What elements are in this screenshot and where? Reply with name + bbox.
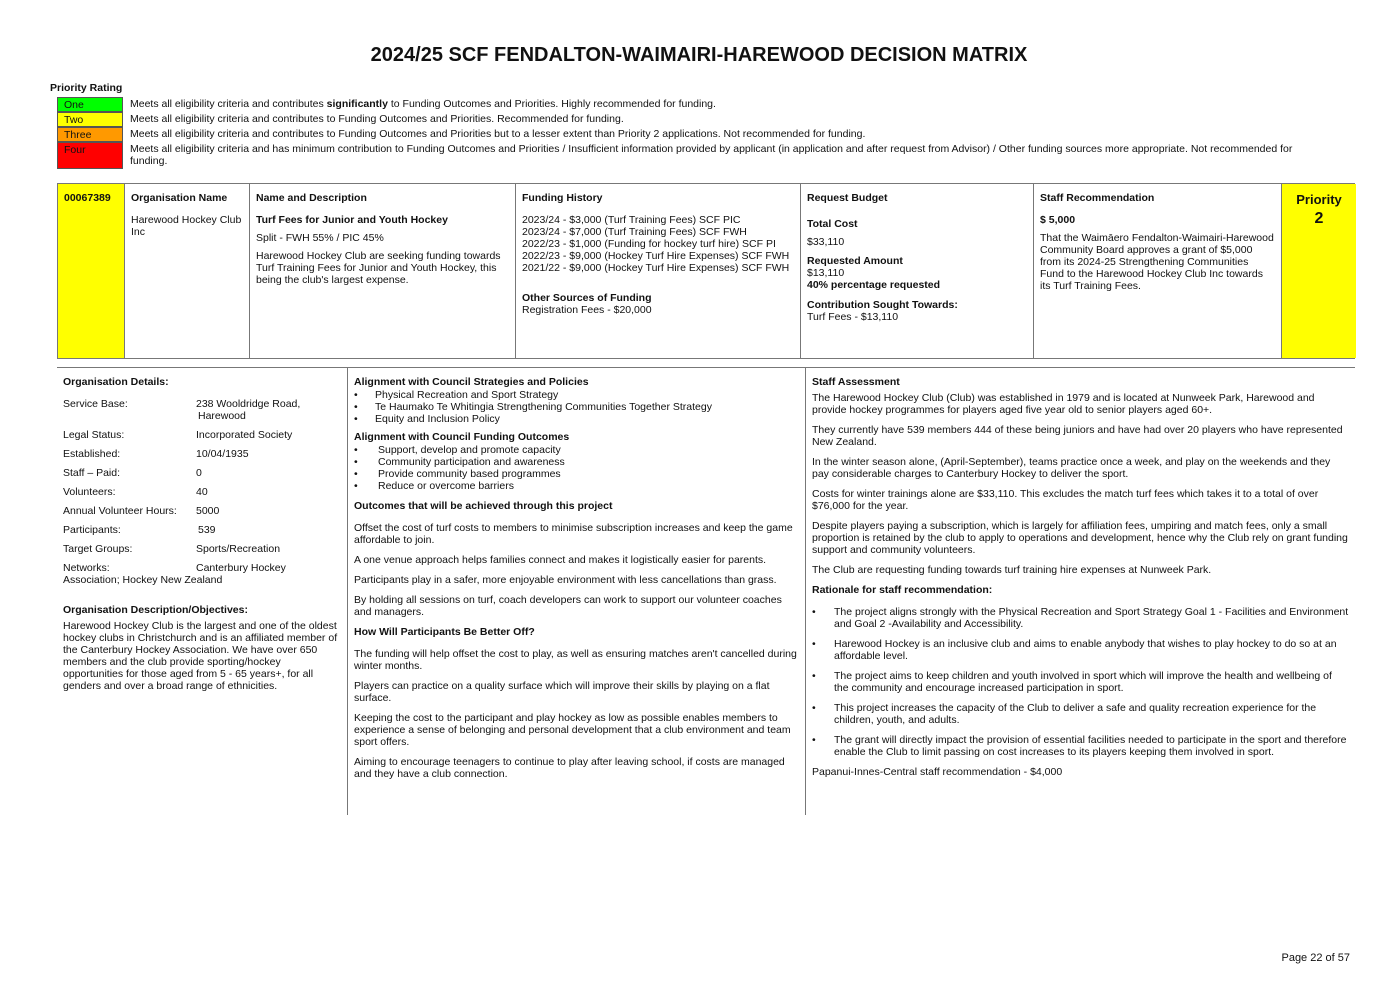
list-item: • Physical Recreation and Sport Strategy: [354, 389, 799, 401]
achieved-paragraph: Participants play in a safer, more enjoyable environment with less cancellations than grass.: [354, 574, 777, 586]
name-description-header: Name and Description: [256, 192, 367, 204]
funding-history-header: Funding History: [522, 192, 603, 204]
priority-value: 2: [1314, 210, 1324, 227]
requested-amount-label: Requested Amount: [807, 255, 903, 267]
networks-continued: Association; Hockey New Zealand: [63, 574, 223, 586]
priority-label-four: Four: [57, 142, 123, 169]
organisation-name: Harewood Hockey Club Inc: [131, 214, 242, 238]
priority-label-two: Two: [57, 112, 123, 127]
detail-row-networks: Networks: Canterbury Hockey: [63, 562, 286, 574]
priority-text-two: Meets all eligibility criteria and contributes to Funding Outcomes and Priorities. Recommended for funding.: [130, 113, 624, 125]
organisation-description-heading: Organisation Description/Objectives:: [63, 604, 248, 616]
better-off-heading: How Will Participants Be Better Off?: [354, 626, 535, 638]
name-description-cell: [250, 184, 516, 358]
list-item: • Te Haumako Te Whitingia Strengthening Communities Together Strategy: [354, 401, 799, 413]
organisation-description: Harewood Hockey Club is the largest and one of the oldest hockey clubs in Christchurch and is an affiliated member of the Canterbury Hockey Association. We have over 650 members and the club provide sporting/hockey opportunities for those aged from 5 - 65 years+, for all genders and over a broad range of ethnicities.: [63, 620, 338, 692]
recommendation-text: That the Waimāero Fendalton-Waimairi-Harewood Community Board approves a grant of $5,000 from its 2024-25 Strengthening Communities Fund to the Harewood Hockey Club Inc towards its Turf Training Fees.: [1040, 232, 1274, 292]
achieved-paragraph: Offset the cost of turf costs to members to minimise subscription increases and keep the game affordable to join.: [354, 522, 793, 546]
decision-matrix-row: [57, 183, 1355, 359]
details-section: [57, 367, 1355, 816]
assessment-paragraph: In the winter season alone, (April-September), teams practice once a week, and play on the weekends and they pay considerable charges to Canterbury Hockey to deliver the sport.: [812, 456, 1331, 480]
staff-assessment-heading: Staff Assessment: [812, 376, 900, 388]
better-off-paragraph: Players can practice on a quality surface which will improve their skills by playing on a flat surface.: [354, 680, 770, 704]
project-title: Turf Fees for Junior and Youth Hockey: [256, 214, 448, 226]
other-board-recommendation: Papanui-Innes-Central staff recommendation - $4,000: [812, 766, 1063, 778]
organisation-name-cell: [125, 184, 250, 358]
assessment-paragraph: Despite players paying a subscription, which is largely for affiliation fees, umpiring and match fees, only a small proportion is retained by the club to apply to operations and development, hence why the Club rely on grant funding support and community volunteers.: [812, 520, 1348, 556]
detail-row: Participants: 539: [63, 524, 216, 536]
funding-split: Split - FWH 55% / PIC 45%: [256, 232, 384, 244]
staff-assessment-column: [806, 368, 1355, 815]
project-description: Harewood Hockey Club are seeking funding towards Turf Training Fees for Junior and Youth Hockey, this being the club's largest expense.: [256, 250, 501, 286]
funding-history-line: 2022/23 - $1,000 (Funding for hockey turf hire) SCF PI: [522, 238, 776, 250]
contribution-value: Turf Fees - $13,110: [807, 311, 899, 323]
detail-row: Staff – Paid: 0: [63, 467, 202, 479]
detail-row: Service Base: 238 Wooldridge Road, Harewood: [63, 398, 301, 422]
funding-history-line: 2021/22 - $9,000 (Hockey Turf Hire Expenses) SCF FWH: [522, 262, 790, 274]
detail-row: Established: 10/04/1935: [63, 448, 249, 460]
rationale-heading: Rationale for staff recommendation:: [812, 584, 993, 596]
document-title: 2024/25 SCF FENDALTON-WAIMAIRI-HAREWOOD DECISION MATRIX: [370, 44, 1028, 66]
outcomes-heading: Alignment with Council Funding Outcomes: [354, 431, 570, 443]
outcomes-list: [354, 444, 799, 492]
organisation-details-column: [57, 368, 348, 815]
strategies-heading: Alignment with Council Strategies and Policies: [354, 376, 589, 388]
contribution-label: Contribution Sought Towards:: [807, 299, 958, 311]
priority-text-four: Meets all eligibility criteria and has minimum contribution to Funding Outcomes and Priorities / Insufficient information provided by applicant (in application and after request from Advisor) / Other funding sources more appropriate. Not recommended for funding.: [130, 143, 1293, 167]
alignment-column: [348, 368, 806, 815]
detail-row: Target Groups: Sports/Recreation: [63, 543, 281, 555]
list-item: • Harewood Hockey is an inclusive club and aims to enable anybody that wishes to play hockey to do so at an affordable level.: [812, 638, 1349, 662]
application-id: 00067389: [64, 192, 111, 204]
percentage-requested: 40% percentage requested: [807, 279, 941, 291]
funding-history-line: 2023/24 - $3,000 (Turf Training Fees) SCF PIC: [522, 214, 741, 226]
better-off-paragraph: Aiming to encourage teenagers to continue to play after leaving school, if costs are managed and they have a club connection.: [354, 756, 785, 780]
priority-label: Priority: [1296, 192, 1342, 207]
priority-text-three: Meets all eligibility criteria and contributes to Funding Outcomes and Priorities but to a lesser extent than Priority 2 applications. Not recommended for funding.: [130, 128, 866, 140]
list-item: • Provide community based programmes: [354, 468, 799, 480]
list-item: • The grant will directly impact the provision of essential facilities needed to participate in the sport and therefore enable the Club to limit passing on cost increases to its players keeping them involved in sport.: [812, 734, 1349, 758]
priority-label-one: One: [57, 97, 123, 112]
staff-recommendation-header: Staff Recommendation: [1040, 192, 1155, 204]
funding-history-cell: [516, 184, 801, 358]
organisation-name-header: Organisation Name: [131, 192, 228, 204]
priority-cell: [1282, 184, 1356, 358]
detail-row: Volunteers: 40: [63, 486, 208, 498]
better-off-paragraph: The funding will help offset the cost to play, as well as ensuring matches aren't cancelled during winter months.: [354, 648, 797, 672]
achieved-paragraph: A one venue approach helps families connect and makes it logistically easier for parents.: [354, 554, 767, 566]
organisation-details-heading: Organisation Details:: [63, 376, 169, 388]
achieved-heading: Outcomes that will be achieved through this project: [354, 500, 613, 512]
funding-history-line: 2022/23 - $9,000 (Hockey Turf Hire Expenses) SCF FWH: [522, 250, 790, 262]
achieved-paragraph: By holding all sessions on turf, coach developers can work to support our volunteer coaches and managers.: [354, 594, 782, 618]
priority-rating-heading: Priority Rating: [50, 82, 123, 94]
total-cost-value: $33,110: [807, 236, 845, 248]
recommended-amount: $ 5,000: [1040, 214, 1076, 226]
requested-amount-value: $13,110: [807, 267, 845, 279]
staff-recommendation-cell: [1034, 184, 1282, 358]
list-item: • Community participation and awareness: [354, 456, 799, 468]
page-number: Page 22 of 57: [1281, 952, 1350, 964]
detail-row: Legal Status: Incorporated Society: [63, 429, 293, 441]
other-sources-header: Other Sources of Funding: [522, 292, 652, 304]
list-item: • This project increases the capacity of the Club to deliver a safe and quality recreation experience for the children, youth, and adults.: [812, 702, 1349, 726]
request-budget-cell: [801, 184, 1034, 358]
assessment-paragraph: The Harewood Hockey Club (Club) was established in 1979 and is located at Nunweek Park, Harewood and provide hockey programmes for players aged five year old to senior players aged 60+.: [812, 392, 1315, 416]
list-item: • Equity and Inclusion Policy: [354, 413, 799, 425]
better-off-paragraph: Keeping the cost to the participant and play hockey as low as possible enables members to experience a sense of belonging and personal development that a club environment and team sport offers.: [354, 712, 791, 748]
priority-text-one: Meets all eligibility criteria and contributes significantly to Funding Outcomes and Priorities. Highly recommended for funding.: [130, 98, 716, 110]
list-item: • Reduce or overcome barriers: [354, 480, 799, 492]
application-id-cell: [58, 184, 125, 358]
other-sources: Registration Fees - $20,000: [522, 304, 652, 316]
detail-row: Annual Volunteer Hours: 5000: [63, 505, 220, 517]
funding-history-line: 2023/24 - $7,000 (Turf Training Fees) SCF FWH: [522, 226, 747, 238]
list-item: • Support, develop and promote capacity: [354, 444, 799, 456]
strategies-list: [354, 389, 799, 425]
total-cost-label: Total Cost: [807, 218, 858, 230]
request-budget-header: Request Budget: [807, 192, 888, 204]
assessment-paragraph: The Club are requesting funding towards turf training hire expenses at Nunweek Park.: [812, 564, 1212, 576]
rationale-list: [812, 606, 1349, 758]
assessment-paragraph: They currently have 539 members 444 of these being juniors and have had over 20 players who have represented New Zealand.: [812, 424, 1343, 448]
list-item: • The project aligns strongly with the Physical Recreation and Sport Strategy Goal 1 - Facilities and Environment and Goal 2 -Availability and Accessibility.: [812, 606, 1349, 630]
assessment-paragraph: Costs for winter trainings alone are $33,110. This excludes the match turf fees which takes it to a total of over $76,000 for the year.: [812, 488, 1319, 512]
priority-label-three: Three: [57, 127, 123, 142]
list-item: • The project aims to keep children and youth involved in sport which will improve the health and wellbeing of the community and encourage increased participation in sport.: [812, 670, 1349, 694]
